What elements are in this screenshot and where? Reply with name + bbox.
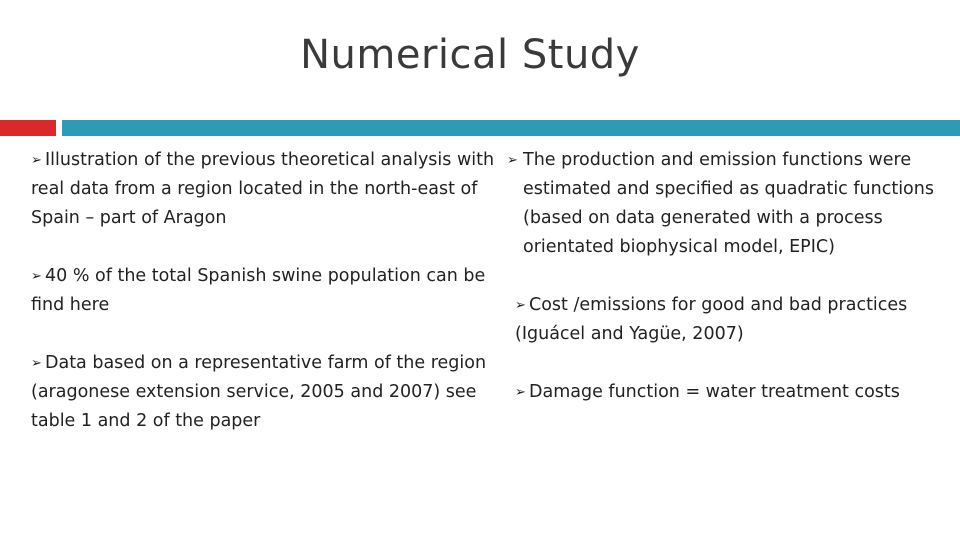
arrow-bullet-icon: ➢	[31, 269, 42, 284]
left-bullet-3	[31, 349, 503, 436]
right-bullet-3	[515, 378, 955, 407]
page-title: Numerical Study	[300, 32, 640, 78]
arrow-bullet-icon: ➢	[31, 356, 42, 371]
right-column	[507, 146, 955, 407]
arrow-bullet-icon: ➢	[31, 153, 42, 168]
right-bullet-2	[515, 291, 955, 349]
left-bullet-text-1: Illustration of the previous theoretical analysis with real data from a region located in the north-east of Spain – part of Aragon	[31, 150, 495, 228]
arrow-bullet-icon: ➢	[507, 153, 518, 168]
left-column	[31, 146, 503, 436]
right-bullet-text-3: Damage function = water treatment costs	[529, 382, 900, 402]
left-bullet-text-3: Data based on a representative farm of the region (aragonese extension service, 2005 and 2007) see table 1 and 2 of the paper	[31, 353, 487, 431]
right-bullet-text-2: Cost /emissions for good and bad practices (Iguácel and Yagüe, 2007)	[515, 295, 908, 344]
right-bullet-text-1: The production and emission functions were estimated and specified as quadratic functions (based on data generated with a process orientated biophysical model, EPIC)	[523, 150, 934, 257]
left-bullet-text-2: 40 % of the total Spanish swine population can be find here	[31, 266, 486, 315]
left-bullet-1	[31, 146, 503, 233]
accent-bar-red	[0, 120, 56, 136]
arrow-bullet-icon: ➢	[515, 298, 526, 313]
arrow-bullet-icon: ➢	[515, 385, 526, 400]
accent-bar-teal	[62, 120, 960, 136]
left-bullet-2	[31, 262, 503, 320]
right-bullet-1	[507, 146, 955, 262]
